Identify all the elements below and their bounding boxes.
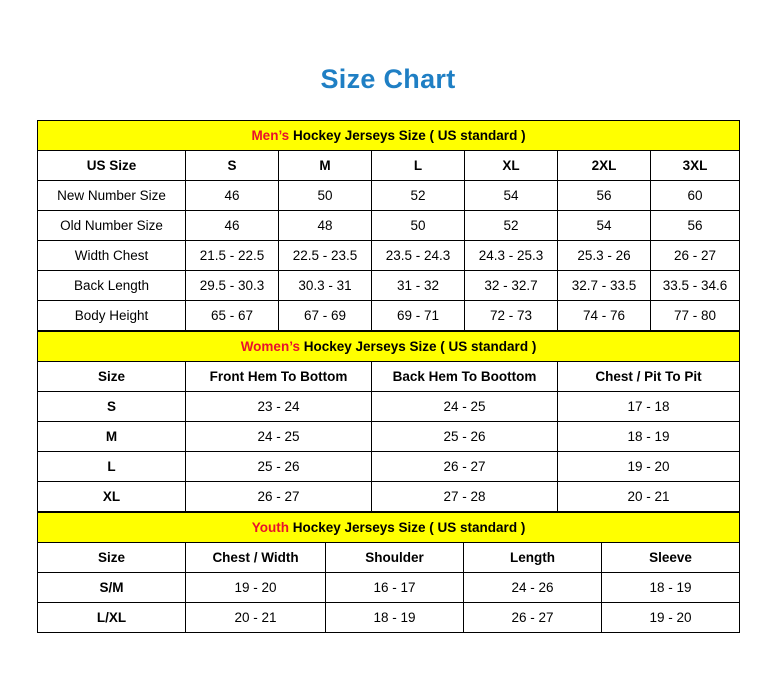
womens-cell-2-3: 19 - 20: [558, 452, 740, 482]
mens-row-4-label: Body Height: [38, 301, 186, 331]
youth-cell-1-4: 19 - 20: [602, 603, 740, 633]
table-row: [38, 271, 740, 301]
table-row: [38, 392, 740, 422]
size-chart-tables: [37, 120, 739, 633]
youth-cell-0-2: 16 - 17: [326, 573, 464, 603]
mens-cell-2-6: 26 - 27: [651, 241, 740, 271]
womens-cell-0-2: 24 - 25: [372, 392, 558, 422]
mens-cell-3-4: 32 - 32.7: [465, 271, 558, 301]
womens-cell-2-2: 26 - 27: [372, 452, 558, 482]
mens-size-table: [37, 120, 740, 331]
table-row: [38, 482, 740, 512]
mens-cell-4-3: 69 - 71: [372, 301, 465, 331]
mens-cell-0-6: 60: [651, 181, 740, 211]
mens-cell-0-3: 52: [372, 181, 465, 211]
youth-cell-0-4: 18 - 19: [602, 573, 740, 603]
mens-cell-4-4: 72 - 73: [465, 301, 558, 331]
mens-cell-3-5: 32.7 - 33.5: [558, 271, 651, 301]
table-row: [38, 301, 740, 331]
table-row: [38, 603, 740, 633]
womens-row-1-label: M: [38, 422, 186, 452]
womens-cell-1-3: 18 - 19: [558, 422, 740, 452]
mens-col-header-6: 3XL: [651, 151, 740, 181]
youth-size-table: [37, 512, 740, 633]
mens-col-header-3: L: [372, 151, 465, 181]
youth-row-1-label: L/XL: [38, 603, 186, 633]
mens-row-1-label: Old Number Size: [38, 211, 186, 241]
mens-col-header-4: XL: [465, 151, 558, 181]
mens-cell-3-6: 33.5 - 34.6: [651, 271, 740, 301]
womens-col-header-2: Back Hem To Boottom: [372, 362, 558, 392]
womens-cell-3-1: 26 - 27: [186, 482, 372, 512]
mens-cell-0-1: 46: [186, 181, 279, 211]
womens-cell-3-3: 20 - 21: [558, 482, 740, 512]
womens-col-header-1: Front Hem To Bottom: [186, 362, 372, 392]
womens-cell-2-1: 25 - 26: [186, 452, 372, 482]
table-section-header-row: [38, 332, 740, 362]
mens-cell-0-5: 56: [558, 181, 651, 211]
mens-cell-2-1: 21.5 - 22.5: [186, 241, 279, 271]
table-row: [38, 422, 740, 452]
page-title: Size Chart: [320, 64, 456, 94]
mens-cell-2-2: 22.5 - 23.5: [279, 241, 372, 271]
womens-section-heading-accent: Women’s: [240, 339, 300, 354]
womens-col-header-3: Chest / Pit To Pit: [558, 362, 740, 392]
youth-cell-0-3: 24 - 26: [464, 573, 602, 603]
youth-row-0-label: S/M: [38, 573, 186, 603]
womens-col-header-0: Size: [38, 362, 186, 392]
mens-col-header-0: US Size: [38, 151, 186, 181]
womens-cell-0-1: 23 - 24: [186, 392, 372, 422]
youth-cell-1-2: 18 - 19: [326, 603, 464, 633]
table-row: [38, 241, 740, 271]
mens-cell-1-1: 46: [186, 211, 279, 241]
youth-cell-1-1: 20 - 21: [186, 603, 326, 633]
mens-cell-4-6: 77 - 80: [651, 301, 740, 331]
youth-col-header-0: Size: [38, 543, 186, 573]
womens-cell-3-2: 27 - 28: [372, 482, 558, 512]
womens-cell-1-1: 24 - 25: [186, 422, 372, 452]
mens-cell-2-3: 23.5 - 24.3: [372, 241, 465, 271]
mens-cell-1-2: 48: [279, 211, 372, 241]
mens-cell-1-4: 52: [465, 211, 558, 241]
mens-cell-1-3: 50: [372, 211, 465, 241]
mens-cell-0-2: 50: [279, 181, 372, 211]
mens-col-header-2: M: [279, 151, 372, 181]
youth-section-heading-accent: Youth: [251, 520, 289, 535]
mens-cell-1-6: 56: [651, 211, 740, 241]
mens-cell-3-2: 30.3 - 31: [279, 271, 372, 301]
youth-cell-0-1: 19 - 20: [186, 573, 326, 603]
mens-cell-3-1: 29.5 - 30.3: [186, 271, 279, 301]
mens-section-heading: [38, 121, 740, 151]
table-row: [38, 211, 740, 241]
mens-row-0-label: New Number Size: [38, 181, 186, 211]
mens-cell-4-2: 67 - 69: [279, 301, 372, 331]
womens-section-heading: [38, 332, 740, 362]
mens-cell-4-1: 65 - 67: [186, 301, 279, 331]
mens-cell-2-4: 24.3 - 25.3: [465, 241, 558, 271]
womens-cell-0-3: 17 - 18: [558, 392, 740, 422]
table-header-row: [38, 543, 740, 573]
table-row: [38, 181, 740, 211]
youth-section-heading: [38, 513, 740, 543]
mens-cell-0-4: 54: [465, 181, 558, 211]
mens-cell-3-3: 31 - 32: [372, 271, 465, 301]
youth-col-header-3: Length: [464, 543, 602, 573]
table-header-row: [38, 151, 740, 181]
table-row: [38, 573, 740, 603]
womens-section-heading-rest: Hockey Jerseys Size ( US standard ): [299, 339, 537, 354]
mens-cell-1-5: 54: [558, 211, 651, 241]
youth-col-header-1: Chest / Width: [186, 543, 326, 573]
mens-col-header-5: 2XL: [558, 151, 651, 181]
mens-row-2-label: Width Chest: [38, 241, 186, 271]
mens-cell-2-5: 25.3 - 26: [558, 241, 651, 271]
youth-cell-1-3: 26 - 27: [464, 603, 602, 633]
youth-col-header-4: Sleeve: [602, 543, 740, 573]
table-section-header-row: [38, 121, 740, 151]
womens-row-2-label: L: [38, 452, 186, 482]
mens-section-heading-accent: Men’s: [251, 128, 290, 143]
youth-col-header-2: Shoulder: [326, 543, 464, 573]
mens-section-heading-rest: Hockey Jerseys Size ( US standard ): [289, 128, 526, 143]
womens-row-3-label: XL: [38, 482, 186, 512]
womens-cell-1-2: 25 - 26: [372, 422, 558, 452]
womens-size-table: [37, 331, 740, 512]
mens-cell-4-5: 74 - 76: [558, 301, 651, 331]
mens-row-3-label: Back Length: [38, 271, 186, 301]
womens-row-0-label: S: [38, 392, 186, 422]
table-row: [38, 452, 740, 482]
table-section-header-row: [38, 513, 740, 543]
mens-col-header-1: S: [186, 151, 279, 181]
table-header-row: [38, 362, 740, 392]
youth-section-heading-rest: Hockey Jerseys Size ( US standard ): [288, 520, 526, 535]
